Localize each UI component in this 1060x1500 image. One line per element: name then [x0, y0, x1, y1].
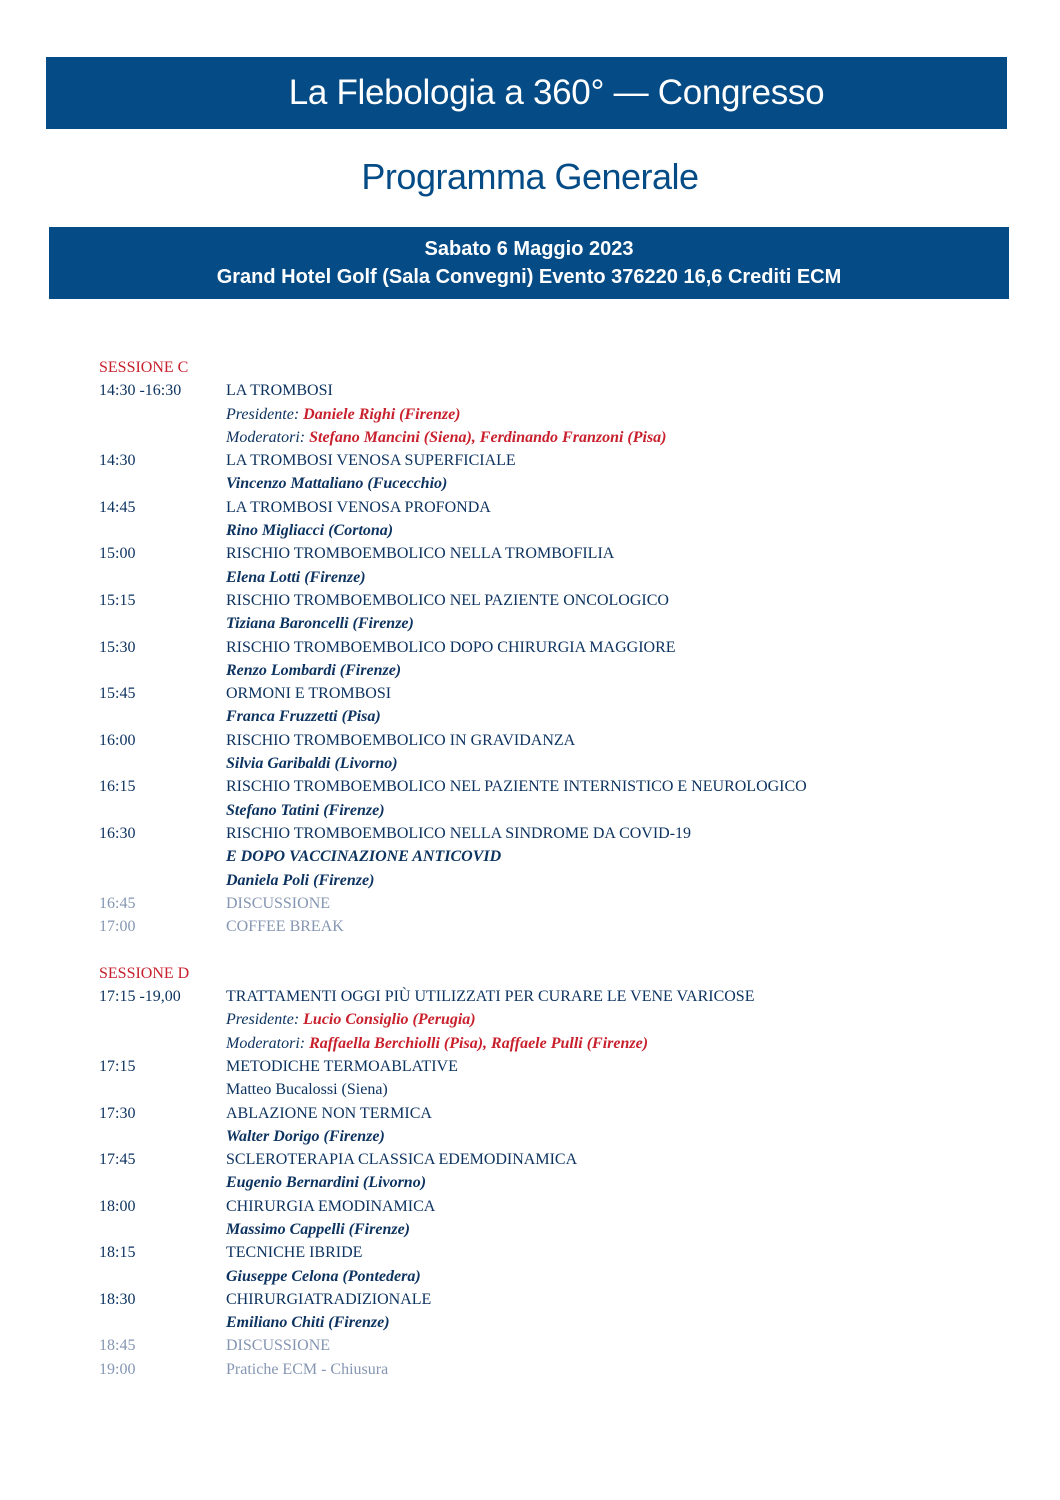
chair-names: Lucio Consiglio (Perugia) [303, 1011, 476, 1029]
talk-title: LA TROMBOSI [226, 382, 333, 400]
program-row [0, 496, 1060, 519]
speaker-name: Daniela Poli (Firenze) [226, 871, 375, 889]
time-slot: 18:15 [99, 1244, 136, 1262]
program-row [0, 775, 1060, 798]
program-row [0, 1148, 1060, 1171]
time-slot: 17:30 [99, 1104, 136, 1122]
title-banner [46, 57, 1007, 129]
program-row [0, 1241, 1060, 1264]
talk-title: TECNICHE IBRIDE [226, 1244, 363, 1262]
program-row [0, 1218, 1060, 1241]
program-row [0, 1358, 1060, 1381]
speaker-name: Franca Fruzzetti (Pisa) [226, 708, 381, 726]
program-row [0, 1055, 1060, 1078]
program-row [0, 403, 1060, 426]
talk-title: TRATTAMENTI OGGI PIÙ UTILIZZATI PER CURARE LE VENE VARICOSE [226, 988, 755, 1006]
talk-title: LA TROMBOSI VENOSA SUPERFICIALE [226, 452, 516, 470]
talk-title: SCLEROTERAPIA CLASSICA EDEMODINAMICA [226, 1151, 578, 1169]
time-slot: 18:30 [99, 1290, 136, 1308]
program-row [0, 915, 1060, 938]
program-row [0, 1078, 1060, 1101]
speaker-name: Massimo Cappelli (Firenze) [226, 1220, 411, 1238]
time-slot: 15:15 [99, 591, 136, 609]
time-slot: 18:45 [99, 1337, 136, 1355]
program-row [0, 1288, 1060, 1311]
time-slot: 14:30 [99, 452, 136, 470]
program-row [0, 612, 1060, 635]
time-slot: 17:45 [99, 1151, 136, 1169]
talk-title: ABLAZIONE NON TERMICA [226, 1104, 432, 1122]
role-label: Moderatori: [226, 428, 310, 446]
program-row [0, 636, 1060, 659]
break-item: Pratiche ECM - Chiusura [226, 1360, 389, 1378]
speaker-name: Matteo Bucalossi (Siena) [226, 1081, 388, 1099]
talk-title: CHIRURGIA EMODINAMICA [226, 1197, 436, 1215]
speaker-name: Emiliano Chiti (Firenze) [226, 1314, 390, 1332]
event-date: Sabato 6 Maggio 2023 [424, 238, 634, 260]
talk-title: RISCHIO TROMBOEMBOLICO DOPO CHIRURGIA MAGGIORE [226, 638, 676, 656]
role-label: Presidente: [226, 1011, 304, 1029]
time-slot: 15:00 [99, 545, 136, 563]
page-subtitle: Programma Generale [361, 156, 699, 197]
time-slot: 17:15 [99, 1057, 136, 1075]
speaker-name: Rino Migliacci (Cortona) [226, 522, 394, 540]
program-row [0, 426, 1060, 449]
program-row [0, 892, 1060, 915]
speaker-name: Elena Lotti (Firenze) [226, 568, 366, 586]
program-row [0, 1171, 1060, 1194]
time-slot: 14:45 [99, 498, 136, 516]
program-row [0, 845, 1060, 868]
speaker-name: Vincenzo Mattaliano (Fucecchio) [226, 475, 448, 493]
program-row [0, 472, 1060, 495]
break-item: COFFEE BREAK [226, 918, 344, 936]
talk-title: RISCHIO TROMBOEMBOLICO NEL PAZIENTE INTERNISTICO E NEUROLOGICO [226, 778, 807, 796]
session-label: SESSIONE C [99, 359, 189, 376]
speaker-name: Walter Dorigo (Firenze) [226, 1127, 385, 1145]
program-row [0, 1195, 1060, 1218]
chair-names: Stefano Mancini (Siena), Ferdinando Franzoni (Pisa) [309, 428, 667, 446]
program-row [0, 589, 1060, 612]
speaker-name: Eugenio Bernardini (Livorno) [226, 1174, 427, 1192]
program-row [0, 379, 1060, 402]
program-row [0, 799, 1060, 822]
program-row [0, 1102, 1060, 1125]
program-row [0, 519, 1060, 542]
chair-line [226, 1008, 476, 1031]
program-row [0, 449, 1060, 472]
chair-line [226, 1032, 648, 1055]
talk-title: ORMONI E TROMBOSI [226, 685, 392, 703]
speaker-name: Silvia Garibaldi (Livorno) [226, 755, 398, 773]
program-row [0, 1265, 1060, 1288]
program-row [0, 682, 1060, 705]
chair-names: Daniele Righi (Firenze) [303, 405, 461, 423]
session-label: SESSIONE D [99, 964, 190, 982]
program-row [0, 985, 1060, 1008]
event-venue: Grand Hotel Golf (Sala Convegni) Evento 376220 16,6 Crediti ECM [216, 266, 842, 288]
chair-line [226, 403, 461, 426]
program-row [0, 566, 1060, 589]
speaker-name: Giuseppe Celona (Pontedera) [226, 1267, 421, 1285]
role-label: Presidente: [226, 405, 304, 423]
program-row [0, 659, 1060, 682]
session-heading-row [0, 356, 1060, 379]
time-slot: 17:15 -19,00 [99, 988, 181, 1006]
speaker-name: Tiziana Baroncelli (Firenze) [226, 615, 414, 633]
talk-title: RISCHIO TROMBOEMBOLICO NELLA TROMBOFILIA [226, 545, 615, 563]
time-slot: 18:00 [99, 1197, 136, 1215]
program-row [0, 1334, 1060, 1357]
program-row [0, 1311, 1060, 1334]
program-row [0, 542, 1060, 565]
chair-line [226, 426, 667, 449]
speaker-name: E DOPO VACCINAZIONE ANTICOVID [226, 848, 502, 866]
program-row [0, 1032, 1060, 1055]
break-item: DISCUSSIONE [226, 1337, 331, 1355]
program-row [0, 705, 1060, 728]
speaker-name: Renzo Lombardi (Firenze) [226, 661, 402, 679]
date-banner [49, 227, 1009, 299]
speaker-name: Stefano Tatini (Firenze) [226, 801, 385, 819]
time-slot: 16:15 [99, 778, 136, 796]
talk-title: CHIRURGIATRADIZIONALE [226, 1290, 432, 1308]
program-row [0, 822, 1060, 845]
program-list [0, 356, 1060, 1381]
time-slot: 15:45 [99, 685, 136, 703]
program-row [0, 1008, 1060, 1031]
time-slot: 14:30 -16:30 [99, 382, 182, 400]
time-slot: 16:30 [99, 824, 136, 842]
program-row [0, 752, 1060, 775]
program-row [0, 1125, 1060, 1148]
time-slot: 16:00 [99, 731, 136, 749]
page-title: La Flebologia a 360° — Congresso [288, 73, 825, 112]
time-slot: 19:00 [99, 1360, 136, 1378]
talk-title: METODICHE TERMOABLATIVE [226, 1057, 458, 1075]
time-slot: 17:00 [99, 918, 136, 936]
program-row [0, 869, 1060, 892]
time-slot: 16:45 [99, 894, 136, 912]
talk-title: LA TROMBOSI VENOSA PROFONDA [226, 498, 491, 516]
talk-title: RISCHIO TROMBOEMBOLICO NEL PAZIENTE ONCOLOGICO [226, 591, 669, 609]
role-label: Moderatori: [226, 1034, 310, 1052]
session-heading-row [0, 938, 1060, 985]
program-row [0, 729, 1060, 752]
time-slot: 15:30 [99, 638, 136, 656]
chair-names: Raffaella Berchiolli (Pisa), Raffaele Pulli (Firenze) [309, 1034, 649, 1052]
talk-title: RISCHIO TROMBOEMBOLICO IN GRAVIDANZA [226, 731, 576, 749]
break-item: DISCUSSIONE [226, 894, 331, 912]
talk-title: RISCHIO TROMBOEMBOLICO NELLA SINDROME DA COVID-19 [226, 824, 692, 842]
